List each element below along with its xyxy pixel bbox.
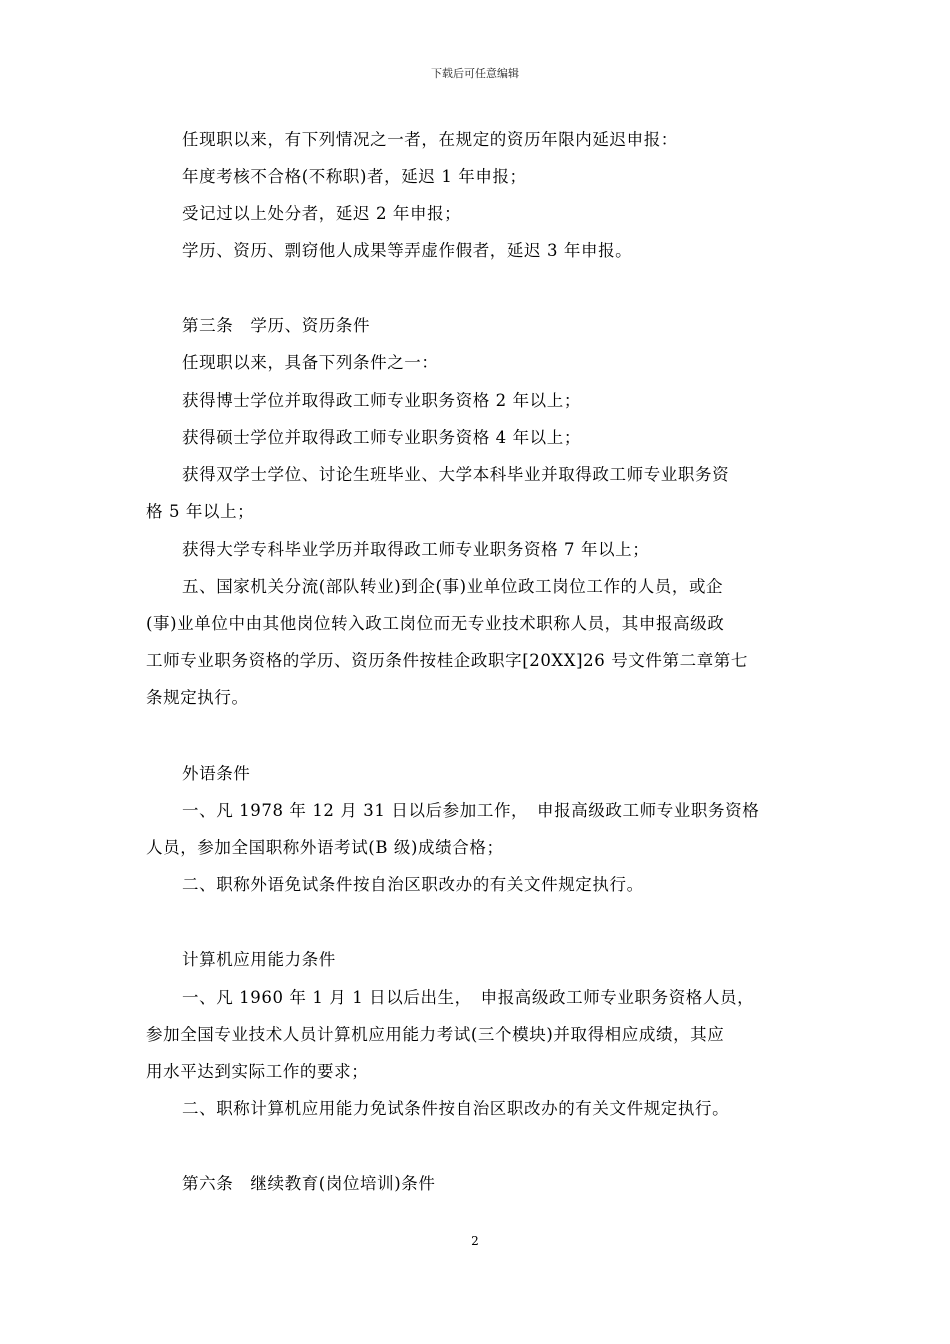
paragraph-line: 获得大学专科毕业学历并取得政工师专业职务资格 7 年以上； (182, 540, 650, 559)
paragraph-line: 参加全国专业技术人员计算机应用能力考试(三个模块)并取得相应成绩，其应 (146, 1025, 725, 1044)
page-number: 2 (471, 1234, 479, 1248)
section-heading: 外语条件 (182, 764, 251, 783)
paragraph-line: 一、凡 1960 年 1 月 1 日以后出生， 申报高级政工师专业职务资格人员， (182, 988, 755, 1007)
section-heading: 第三条 学历、资历条件 (182, 316, 371, 335)
paragraph-line: 二、职称外语免试条件按自治区职改办的有关文件规定执行。 (182, 875, 644, 894)
paragraph-line: 任现职以来，具备下列条件之一： (182, 353, 439, 372)
paragraph-line: 获得双学士学位、讨论生班毕业、大学本科毕业并取得政工师专业职务资 (182, 465, 730, 484)
paragraph-line: 获得博士学位并取得政工师专业职务资格 2 年以上； (182, 391, 581, 410)
paragraph-line: 学历、资历、剽窃他人成果等弄虚作假者，延迟 3 年申报。 (182, 241, 633, 260)
paragraph-line: 获得硕士学位并取得政工师专业职务资格 4 年以上； (182, 428, 581, 447)
paragraph-line: 工师专业职务资格的学历、资历条件按桂企政职字[20XX]26 号文件第二章第七 (146, 651, 749, 670)
section-heading: 第六条 继续教育(岗位培训)条件 (182, 1174, 436, 1193)
paragraph-line: 人员，参加全国职称外语考试(B 级)成绩合格； (146, 838, 504, 857)
paragraph-line: 二、职称计算机应用能力免试条件按自治区职改办的有关文件规定执行。 (182, 1099, 730, 1118)
page-header: 下载后可任意编辑 (431, 67, 519, 80)
paragraph-line: 受记过以上处分者，延迟 2 年申报； (182, 204, 462, 223)
paragraph-line: 格 5 年以上； (146, 502, 255, 521)
paragraph-line: (事)业单位中由其他岗位转入政工岗位而无专业技术职称人员，其申报高级政 (146, 614, 725, 633)
paragraph-line: 五、国家机关分流(部队转业)到企(事)业单位政工岗位工作的人员，或企 (182, 577, 724, 596)
paragraph-line: 任现职以来，有下列情况之一者，在规定的资历年限内延迟申报： (182, 130, 678, 149)
paragraph-line: 年度考核不合格(不称职)者，延迟 1 年申报； (182, 167, 527, 186)
paragraph-line: 用水平达到实际工作的要求； (146, 1062, 369, 1081)
paragraph-line: 一、凡 1978 年 12 月 31 日以后参加工作， 申报高级政工师专业职务资格 (182, 801, 760, 820)
paragraph-line: 条规定执行。 (146, 688, 249, 707)
section-heading: 计算机应用能力条件 (182, 950, 336, 969)
